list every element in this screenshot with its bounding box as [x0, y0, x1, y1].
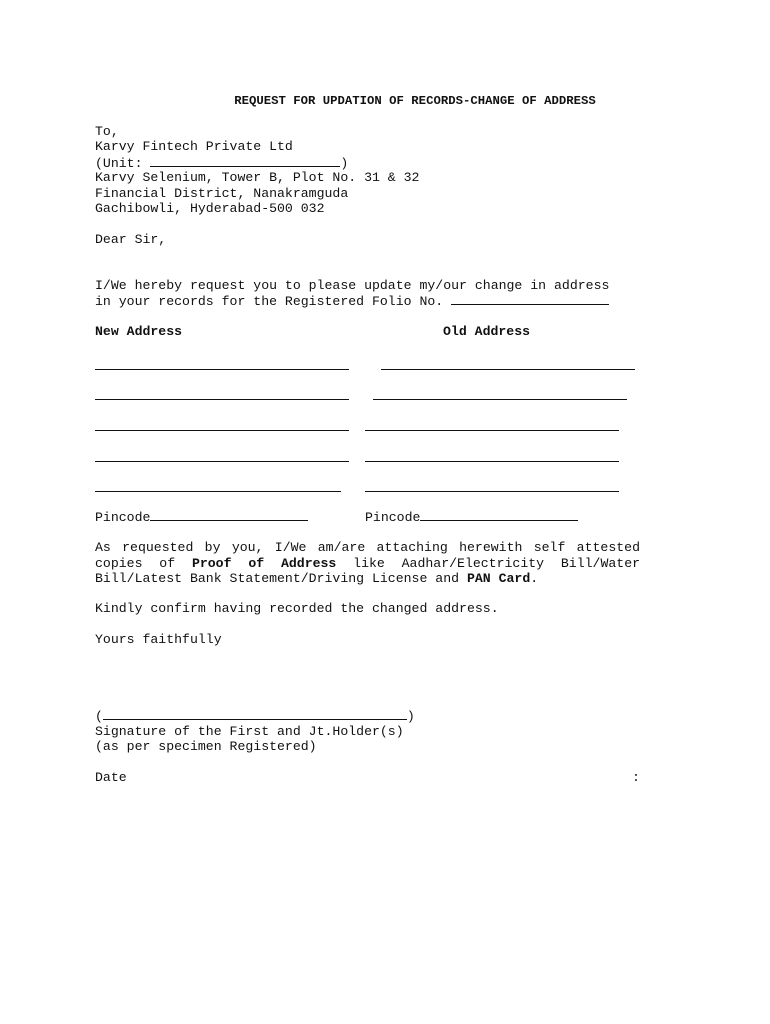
old-pincode [365, 509, 578, 526]
attachment-text-3: . [530, 571, 539, 586]
signature-field[interactable] [103, 708, 407, 720]
new-address-line-5[interactable] [95, 491, 341, 492]
addressee-line4: Financial District, Nanakramguda [95, 186, 349, 201]
folio-label: in your records for the Registered Folio No. [95, 294, 452, 309]
unit-suffix: ) [340, 156, 349, 171]
new-address-line-1[interactable] [95, 369, 349, 370]
attachment-text-1: As requested by you, I/We am/are attaching herewith self attested copies of [95, 540, 640, 571]
addressee-to: To, [95, 124, 119, 139]
new-address-heading: New Address [95, 324, 183, 339]
signature-close-paren: ) [406, 709, 415, 724]
old-address-line-3[interactable] [365, 430, 619, 431]
signature-open-paren: ( [95, 709, 103, 724]
proof-of-address-text: Proof of Address [191, 555, 337, 571]
old-address-line-2[interactable] [373, 399, 627, 400]
confirm-text: Kindly confirm having recorded the changed address. [95, 601, 499, 616]
old-pincode-field[interactable] [420, 509, 578, 521]
closing-text: Yours faithfully [95, 632, 222, 647]
date-colon: : [632, 770, 640, 785]
addressee-line5: Gachibowli, Hyderabad-500 032 [95, 201, 325, 216]
request-line-1: I/We hereby request you to please update my/our change in address [95, 278, 610, 293]
addressee-company: Karvy Fintech Private Ltd [95, 139, 293, 154]
pan-card-text: PAN Card [466, 571, 531, 586]
form-title: REQUEST FOR UPDATION OF RECORDS-CHANGE OF ADDRESS [234, 94, 596, 108]
old-address-line-4[interactable] [365, 461, 619, 462]
folio-number-field[interactable] [451, 293, 609, 305]
request-line-2 [95, 293, 609, 310]
attachment-text-2: like Aadhar/Electricity Bill/Water Bill/Latest Bank Statement/Driving License and [95, 555, 641, 586]
new-pincode [95, 509, 308, 526]
new-address-line-4[interactable] [95, 461, 349, 462]
signature-note: (as per specimen Registered) [95, 739, 317, 754]
new-pincode-label: Pincode [95, 510, 151, 525]
addressee-line3: Karvy Selenium, Tower B, Plot No. 31 & 32 [95, 170, 420, 185]
unit-blank-field[interactable] [150, 155, 340, 167]
old-address-line-5[interactable] [365, 491, 619, 492]
unit-prefix: (Unit: [95, 156, 151, 171]
signature-line [95, 708, 415, 725]
signature-label: Signature of the First and Jt.Holder(s) [95, 724, 404, 739]
old-address-line-1[interactable] [381, 369, 635, 370]
attachment-paragraph [95, 540, 640, 587]
old-pincode-label: Pincode [365, 510, 421, 525]
new-pincode-field[interactable] [150, 509, 308, 521]
new-address-line-2[interactable] [95, 399, 349, 400]
new-address-line-3[interactable] [95, 430, 349, 431]
old-address-heading: Old Address [443, 324, 531, 339]
date-label: Date [95, 770, 127, 785]
salutation: Dear Sir, [95, 232, 167, 247]
